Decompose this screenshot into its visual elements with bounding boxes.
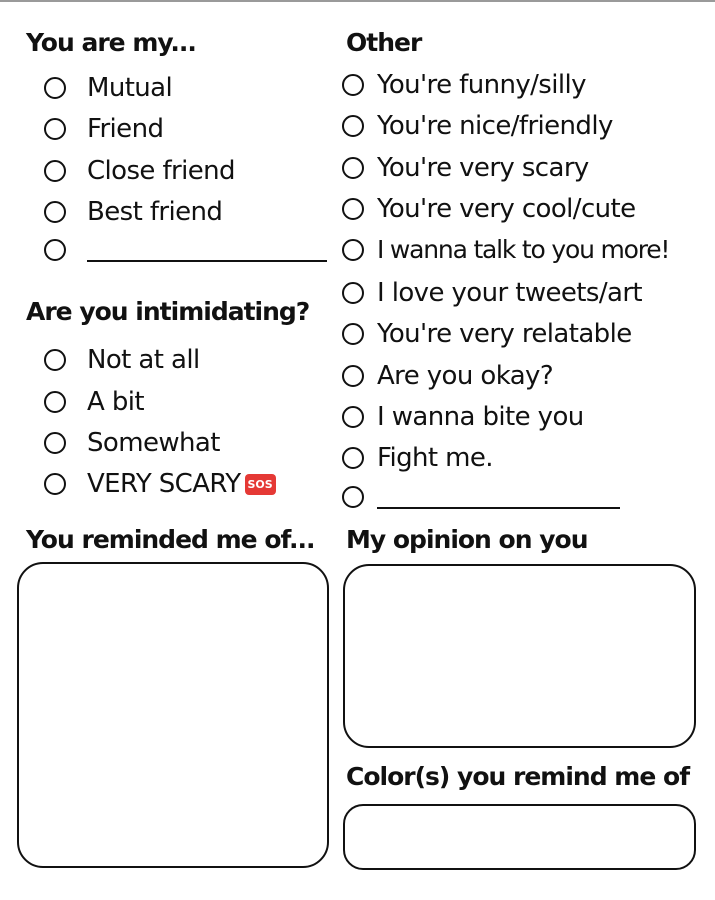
other-option-scary[interactable] xyxy=(342,153,589,183)
option-label: You're nice/friendly xyxy=(377,111,613,141)
option-label: VERY SCARY xyxy=(87,469,241,499)
radio-circle-icon[interactable] xyxy=(44,432,66,454)
option-label: A bit xyxy=(87,387,144,417)
option-label: Are you okay? xyxy=(377,361,554,391)
radio-circle-icon[interactable] xyxy=(44,473,66,495)
other-option-cool[interactable] xyxy=(342,194,636,224)
radio-circle-icon[interactable] xyxy=(342,282,364,304)
other-option-blank[interactable] xyxy=(342,485,620,509)
radio-circle-icon[interactable] xyxy=(44,77,66,99)
other-option-talk-more[interactable] xyxy=(342,235,669,264)
option-label: I love your tweets/art xyxy=(377,278,643,308)
intimidating-option-a-bit[interactable] xyxy=(44,387,144,417)
option-label: You're funny/silly xyxy=(377,70,586,100)
radio-circle-icon[interactable] xyxy=(44,349,66,371)
option-label: You're very relatable xyxy=(377,319,632,349)
other-option-bite[interactable] xyxy=(342,402,584,432)
option-label: Fight me. xyxy=(377,443,493,473)
other-option-okay[interactable] xyxy=(342,361,553,391)
radio-circle-icon[interactable] xyxy=(342,447,364,469)
option-label: You're very cool/cute xyxy=(377,194,636,224)
radio-circle-icon[interactable] xyxy=(342,406,364,428)
option-label: Close friend xyxy=(87,156,235,186)
radio-circle-icon[interactable] xyxy=(44,239,66,261)
radio-circle-icon[interactable] xyxy=(342,198,364,220)
blank-fill-line[interactable] xyxy=(377,485,620,509)
friendship-option-friend[interactable] xyxy=(44,114,163,144)
radio-circle-icon[interactable] xyxy=(44,201,66,223)
blank-fill-line[interactable] xyxy=(87,238,327,262)
option-label: I wanna talk to you more! xyxy=(377,235,670,264)
radio-circle-icon[interactable] xyxy=(342,115,364,137)
friendship-option-blank[interactable] xyxy=(44,238,327,262)
other-option-relatable[interactable] xyxy=(342,319,632,349)
friendship-option-best-friend[interactable] xyxy=(44,197,222,227)
option-label: Somewhat xyxy=(87,428,220,458)
colors-answer-box[interactable] xyxy=(343,804,696,870)
option-label: You're very scary xyxy=(377,153,589,183)
intimidating-heading: Are you intimidating? xyxy=(26,297,310,326)
reminded-answer-box[interactable] xyxy=(17,562,329,868)
option-label: Friend xyxy=(87,114,164,144)
intimidating-option-somewhat[interactable] xyxy=(44,428,220,458)
radio-circle-icon[interactable] xyxy=(342,486,364,508)
radio-circle-icon[interactable] xyxy=(44,160,66,182)
colors-heading: Color(s) you remind me of xyxy=(346,762,690,791)
option-label: I wanna bite you xyxy=(377,402,584,432)
other-option-nice[interactable] xyxy=(342,111,613,141)
other-option-tweets-art[interactable] xyxy=(342,278,642,308)
other-option-fight[interactable] xyxy=(342,443,493,473)
reminded-heading: You reminded me of... xyxy=(26,525,315,554)
radio-circle-icon[interactable] xyxy=(342,239,364,261)
other-heading: Other xyxy=(346,28,422,57)
top-border-line xyxy=(0,0,715,2)
radio-circle-icon[interactable] xyxy=(342,365,364,387)
opinion-heading: My opinion on you xyxy=(346,525,588,554)
intimidating-option-very-scary[interactable] xyxy=(44,469,276,499)
option-label: Mutual xyxy=(87,73,173,103)
other-option-funny[interactable] xyxy=(342,70,586,100)
friendship-heading: You are my... xyxy=(26,28,196,57)
option-label: Best friend xyxy=(87,197,223,227)
friendship-option-mutual[interactable] xyxy=(44,73,172,103)
radio-circle-icon[interactable] xyxy=(342,323,364,345)
sos-icon: SOS xyxy=(245,474,276,495)
intimidating-option-not-at-all[interactable] xyxy=(44,345,200,375)
option-label: Not at all xyxy=(87,345,200,375)
radio-circle-icon[interactable] xyxy=(44,118,66,140)
friendship-option-close-friend[interactable] xyxy=(44,156,235,186)
radio-circle-icon[interactable] xyxy=(44,391,66,413)
radio-circle-icon[interactable] xyxy=(342,157,364,179)
opinion-answer-box[interactable] xyxy=(343,564,696,748)
radio-circle-icon[interactable] xyxy=(342,74,364,96)
